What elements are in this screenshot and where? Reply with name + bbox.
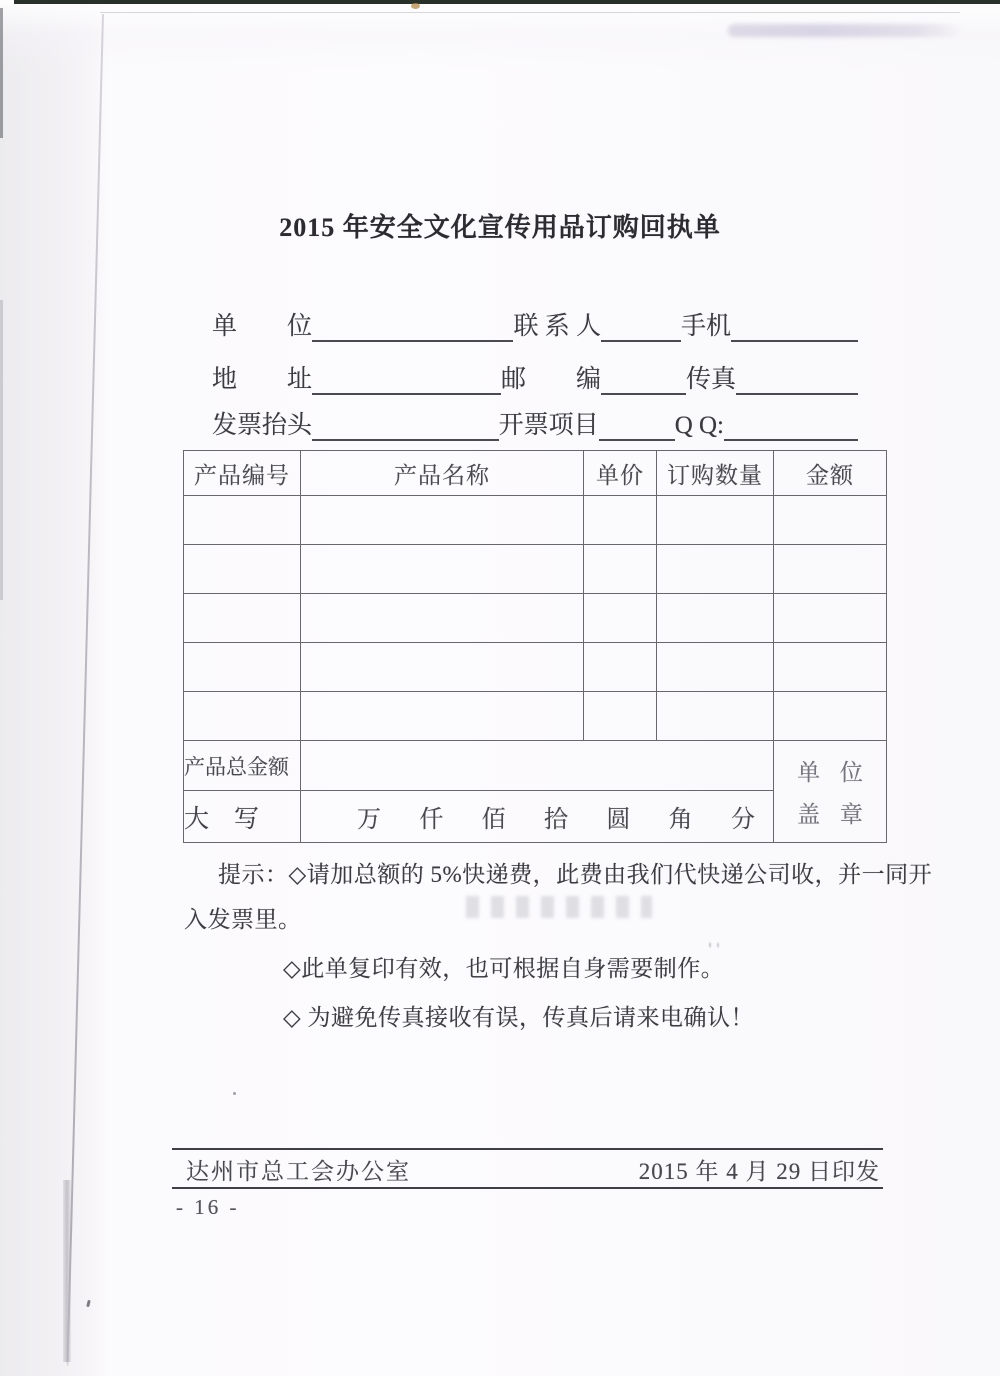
- footer-rule-bottom: [172, 1187, 883, 1189]
- amount-in-words-label: 大 写: [184, 791, 301, 843]
- scan-smudge: [728, 24, 964, 37]
- scanner-top-notch: [0, 0, 14, 5]
- invoice-title-blank-field: [312, 409, 499, 441]
- empty-cell: [301, 496, 584, 545]
- empty-cell: [301, 692, 584, 741]
- header-product-code: 产品编号: [184, 451, 301, 496]
- unit-yuan: 圆: [606, 807, 631, 833]
- contact-label: 联 系 人: [513, 313, 601, 341]
- note-copy-valid: ◇此单复印有效，也可根据自身需要制作。: [283, 956, 725, 981]
- stray-ink-comma: [86, 1300, 91, 1308]
- unit-seal-cell: [774, 741, 887, 843]
- empty-cell: [184, 643, 301, 692]
- empty-cell: [774, 643, 887, 692]
- empty-cell: [301, 594, 584, 643]
- info-row-invoice: [212, 407, 858, 441]
- ink-bleed-artifact: [466, 896, 652, 918]
- postcode-blank-field: [601, 363, 686, 395]
- unit-bai: 佰: [481, 807, 506, 833]
- scanner-top-edge: [14, 0, 1000, 4]
- invoice-title-label: 发票抬头: [212, 412, 313, 440]
- empty-cell: [184, 545, 301, 594]
- header-product-name: 产品名称: [301, 451, 584, 496]
- unit-wan: 万: [357, 807, 381, 833]
- page-number: - 16 -: [176, 1195, 240, 1219]
- seal-line-stamp: 盖 章: [797, 802, 870, 827]
- footer-issuer: 达州市总工会办公室: [186, 1158, 411, 1184]
- qq-blank-field: [724, 409, 858, 441]
- info-row-unit: [212, 308, 858, 342]
- table-row: [184, 594, 887, 643]
- note-shipping-line1: 提示：◇请加总额的 5%快递费，此费由我们代快递公司收，并一同开: [218, 862, 933, 887]
- empty-cell: [657, 643, 774, 692]
- empty-cell: [774, 545, 887, 594]
- header-unit-price: 单价: [584, 451, 657, 496]
- empty-cell: [584, 692, 657, 741]
- fax-blank-field: [736, 363, 858, 395]
- empty-cell: [584, 496, 657, 545]
- amount-units-cell: [301, 791, 774, 843]
- empty-cell: [774, 692, 887, 741]
- mobile-label: 手机: [680, 313, 731, 341]
- qq-label: Q Q:: [674, 412, 724, 440]
- table-row: [184, 692, 887, 741]
- empty-cell: [184, 496, 301, 545]
- unit-fen: 分: [730, 807, 755, 833]
- contact-blank-field: [601, 310, 681, 342]
- paper-top-edge-shadow: [100, 12, 960, 13]
- scan-left-edge: [0, 8, 3, 138]
- sheet-behind-bottom-strip: [63, 1180, 71, 1362]
- table-row: [184, 496, 887, 545]
- table-row: [184, 545, 887, 594]
- header-amount: 金额: [774, 451, 887, 496]
- table-header-row: [184, 451, 887, 496]
- invoice-item-blank-field: [599, 409, 675, 441]
- total-amount-label: 产品总金额: [184, 741, 301, 791]
- total-amount-row: [184, 741, 887, 791]
- footer-rule-top: [172, 1148, 883, 1150]
- empty-cell: [301, 545, 584, 594]
- empty-cell: [184, 692, 301, 741]
- footer-print-date: 2015 年 4 月 29 日印发: [638, 1158, 880, 1184]
- note-shipping-line2: 入发票里。: [184, 907, 302, 932]
- unit-shi: 拾: [543, 807, 568, 833]
- info-row-address: [212, 361, 858, 395]
- scan-left-edge-lower: [0, 300, 3, 600]
- stray-ink-dot: [233, 1092, 236, 1095]
- unit-label: 单 位: [212, 313, 313, 341]
- empty-cell: [657, 545, 774, 594]
- footer-row: [172, 1154, 883, 1184]
- mobile-blank-field: [731, 310, 858, 342]
- note-fax-confirm: ◇ 为避免传真接收有误，传真后请来电确认！: [283, 1005, 754, 1030]
- amount-units: [301, 799, 773, 834]
- unit-qian: 仟: [419, 807, 444, 833]
- total-amount-blank-cell: [301, 741, 774, 791]
- postcode-label: 邮 编: [500, 366, 601, 394]
- empty-cell: [184, 594, 301, 643]
- address-label: 地 址: [212, 366, 313, 394]
- address-blank-field: [312, 363, 501, 395]
- unit-jiao: 角: [668, 807, 693, 833]
- form-title: 2015 年安全文化宣传用品订购回执单: [279, 213, 721, 242]
- empty-cell: [657, 594, 774, 643]
- order-table: [183, 450, 887, 843]
- empty-cell: [584, 643, 657, 692]
- empty-cell: [657, 692, 774, 741]
- empty-cell: [774, 496, 887, 545]
- fax-label: 传真: [685, 366, 736, 394]
- header-order-quantity: 订购数量: [657, 451, 774, 496]
- empty-cell: [657, 496, 774, 545]
- seal-line-unit: 单 位: [797, 760, 870, 785]
- invoice-item-label: 开票项目: [498, 412, 599, 440]
- empty-cell: [774, 594, 887, 643]
- table-row: [184, 643, 887, 692]
- unit-blank-field: [312, 310, 513, 342]
- scan-speck: [411, 3, 420, 9]
- empty-cell: [301, 643, 584, 692]
- empty-cell: [584, 594, 657, 643]
- empty-cell: [584, 545, 657, 594]
